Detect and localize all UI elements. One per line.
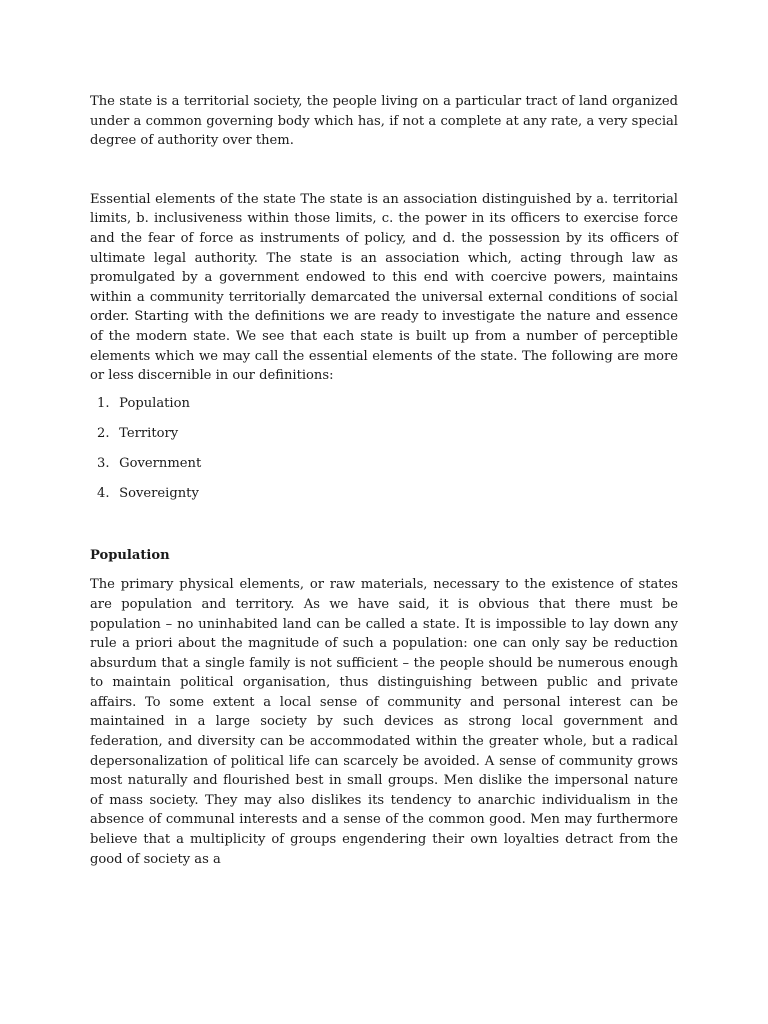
list-item-label: Government: [119, 455, 202, 471]
list-item-number: 3.: [97, 455, 110, 471]
list-item-number: 4.: [97, 485, 110, 501]
list-item: [90, 394, 678, 424]
list-item-label: Population: [119, 395, 190, 411]
elements-list: [90, 394, 678, 514]
list-item-label: Sovereignty: [119, 485, 199, 501]
list-item: [90, 484, 678, 514]
list-item-label: Territory: [119, 425, 179, 441]
list-item-number: 2.: [97, 425, 110, 441]
list-item: [90, 424, 678, 454]
population-paragraph: The primary physical elements, or raw materials, necessary to the existence of states are population and territory. As we have said, it is obvious that there must be population – no uninhabited land can be called a state. It is impossible to lay down any rule a priori about the magnitude of such a population: one can only say be reduction absurdum that a single family is not sufficient – the people should be numerous enough to maintain political organisation, thus distinguishing between public and private affairs. To some extent a local sense of community and personal interest can be maintained in a large society by such devices as strong local government and federation, and diversity can be accommodated within the greater whole, but a radical depersonalization of political life can scarcely be avoided. A sense of community grows most naturally and flourished best in small groups. Men dislike the impersonal nature of mass society. They may also dislikes its tendency to anarchic individualism in the absence of communal interests and a sense of the common good. Men may furthermore believe that a multiplicity of groups engendering their own loyalties detract from the good of society as a: [90, 577, 678, 867]
intro-paragraph: The state is a territorial society, the people living on a particular tract of land organized under a common governing body which has, if not a complete at any rate, a very special degree of authority over them.: [90, 94, 678, 149]
list-item: [90, 454, 678, 484]
population-heading: Population: [90, 547, 170, 563]
document-page: [90, 92, 678, 869]
list-item-number: 1.: [97, 395, 110, 411]
essential-elements-paragraph: Essential elements of the state The state is an association distinguished by a. territorial limits, b. inclusiveness within those limits, c. the power in its officers to exercise force and the fear of force as instruments of policy, and d. the possession by its officers of ultimate legal authority. The state is an association which, acting through law as promulgated by a government endowed to this end with coercive powers, maintains within a community territorially demarcated the universal external conditions of social order. Starting with the definitions we are ready to investigate the nature and essence of the modern state. We see that each state is built up from a number of perceptible elements which we may call the essential elements of the state. The following are more or less discernible in our definitions:: [90, 191, 678, 384]
